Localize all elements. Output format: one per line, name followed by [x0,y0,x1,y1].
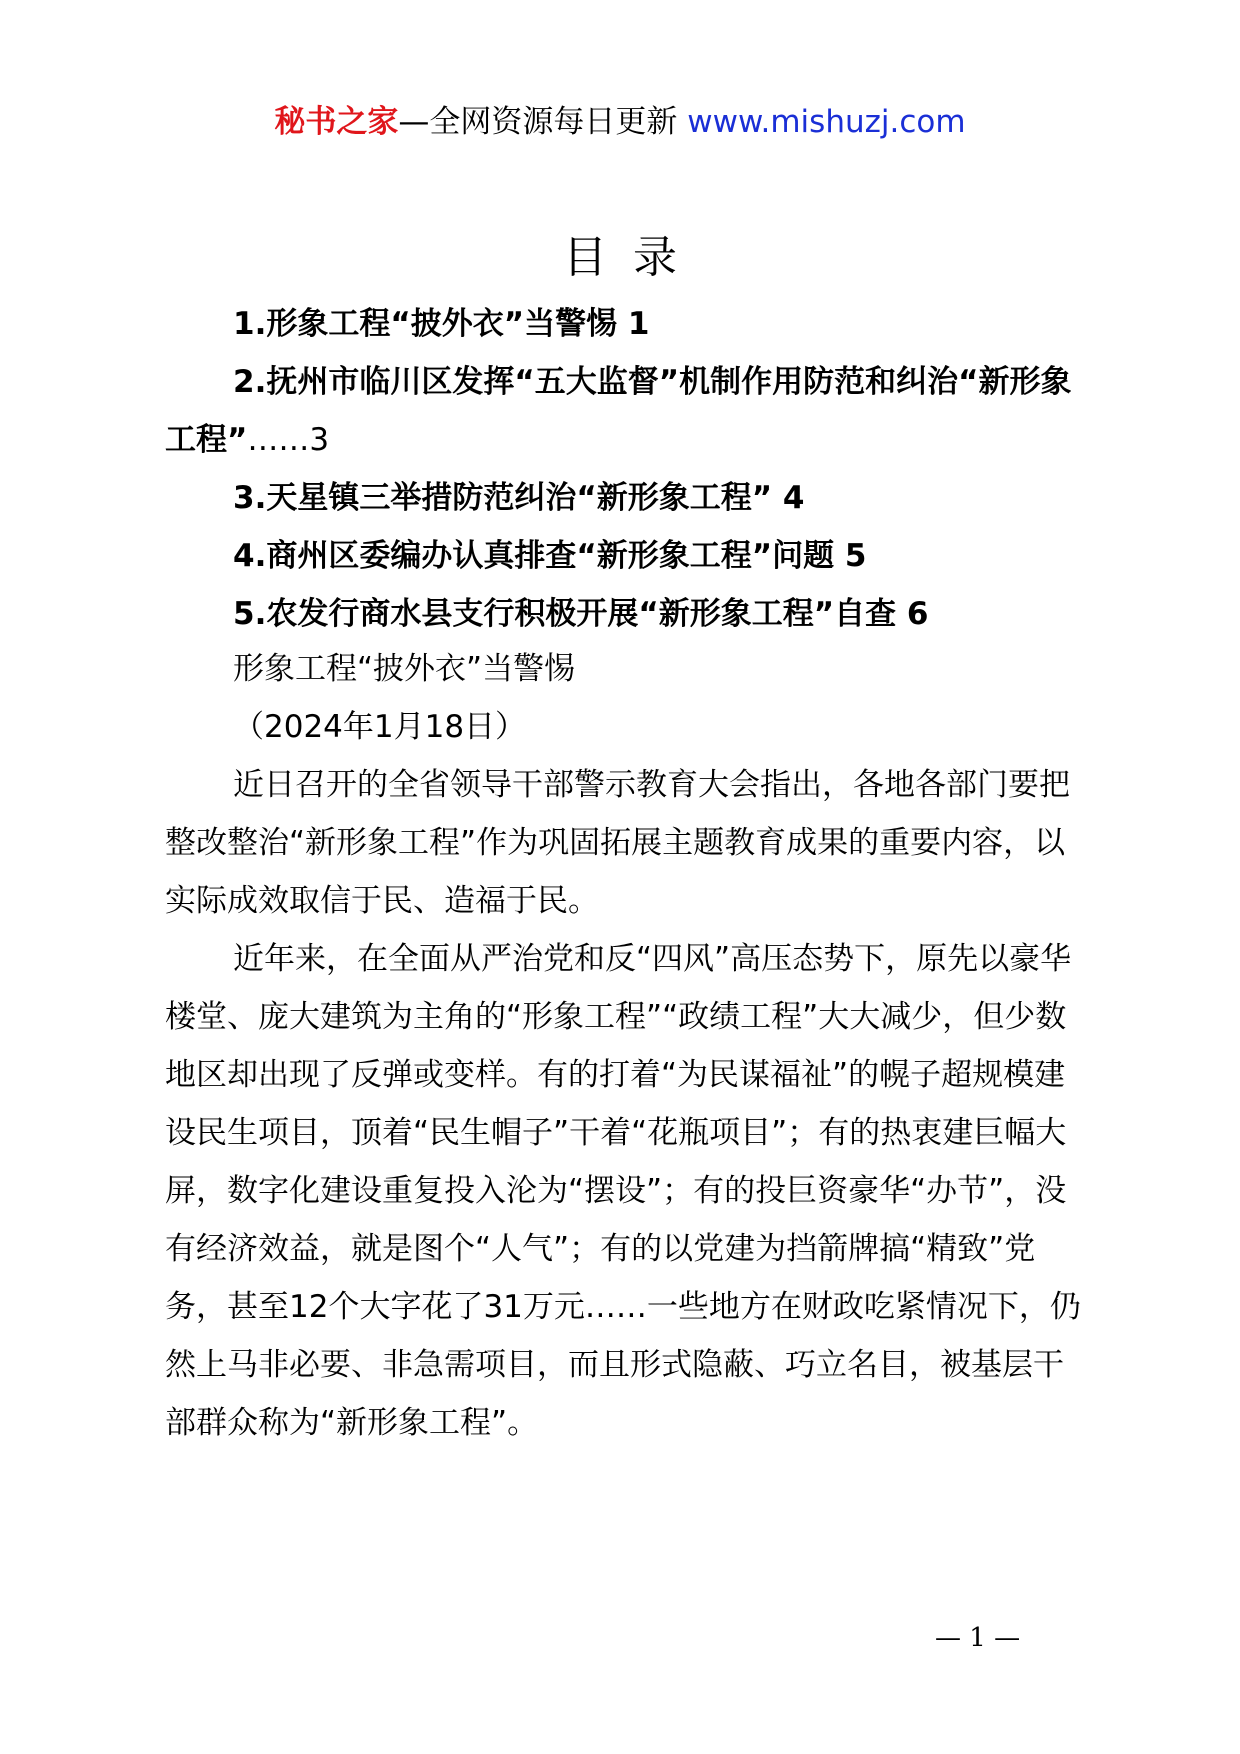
toc-item[interactable] [165,585,1090,643]
toc-item[interactable] [165,527,1090,585]
toc-item-page: 6 [906,596,929,632]
header-site-link[interactable]: www.mishuzj.com [687,104,966,140]
toc-item-text: 2.抚州市临川区发挥“五大监督”机制作用防范和纠治“新形象工程” [165,364,1072,458]
article-date: （2024年1月18日） [233,709,527,745]
table-of-contents [165,295,1090,643]
toc-item[interactable] [165,353,1090,469]
toc-item-page: 5 [844,538,867,574]
toc-title: 目录 [563,232,703,283]
toc-item-page: 4 [782,480,805,516]
toc-item-text: 5.农发行商水县支行积极开展“新形象工程”自查 [233,596,907,632]
article-body [165,640,1090,1452]
toc-item-page: 1 [627,306,650,342]
toc-item-page: ……3 [247,422,330,458]
page-number: — 1 — [935,1623,1021,1653]
article-title: 形象工程“披外衣”当警惕 [233,651,576,687]
header-brand: 秘书之家 [274,104,399,140]
header-slogan: —全网资源每日更新 [398,104,688,140]
toc-item[interactable] [165,469,1090,527]
page-header [0,100,1240,144]
toc-item[interactable] [165,295,1090,353]
article-paragraph: 近日召开的全省领导干部警示教育大会指出，各地各部门要把整改整治“新形象工程”作为巩固拓展主题教育成果的重要内容，以实际成效取信于民、造福于民。 [165,767,1070,919]
toc-item-text: 3.天星镇三举措防范纠治“新形象工程” [233,480,783,516]
article-paragraph: 近年来，在全面从严治党和反“四风”高压态势下，原先以豪华楼堂、庞大建筑为主角的“形象工程”“政绩工程”大大减少，但少数地区却出现了反弹或变样。有的打着“为民谋福祉”的幌子超规模建设民生项目，顶着“民生帽子”干着“花瓶项目”；有的热衷建巨幅大屏，数字化建设重复投入沦为“摆设”；有的投巨资豪华“办节”，没有经济效益，就是图个“人气”；有的以党建为挡箭牌搞“精致”党务，甚至12个大字花了31万元……一些地方在财政吃紧情况下，仍然上马非必要、非急需项目，而且形式隐蔽、巧立名目，被基层干部群众称为“新形象工程”。 [165,941,1081,1441]
toc-item-text: 1.形象工程“披外衣”当警惕 [233,306,628,342]
toc-item-text: 4.商州区委编办认真排查“新形象工程”问题 [233,538,845,574]
